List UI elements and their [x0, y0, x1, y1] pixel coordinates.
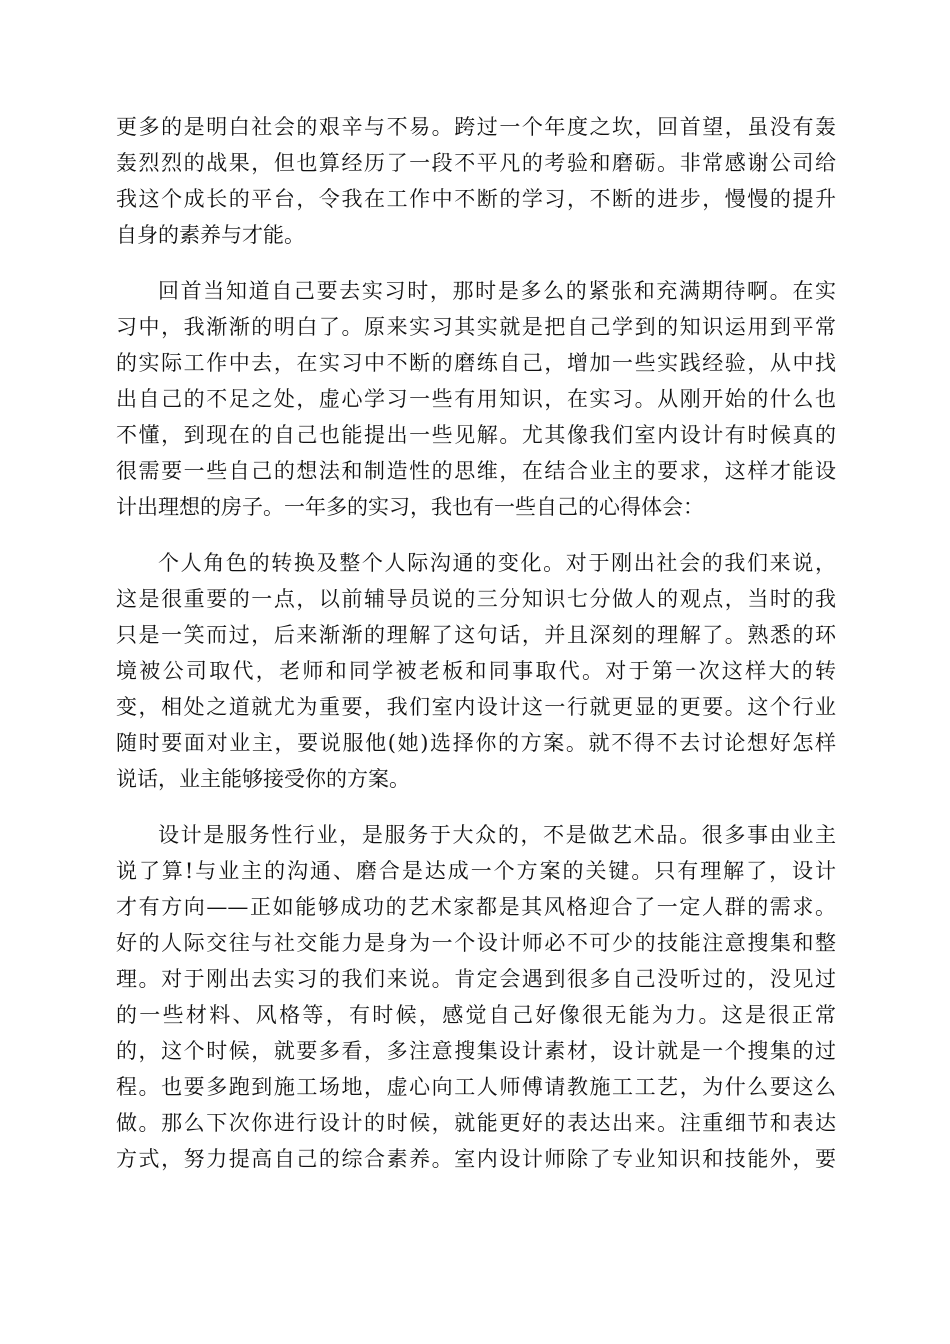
- text-line: 的实际工作中去，在实习中不断的磨练自己，增加一些实践经验，从中找: [116, 351, 836, 375]
- text-line: 更多的是明白社会的艰辛与不易。跨过一个年度之坎，回首望，虽没有轰: [116, 115, 836, 139]
- text-line: 很需要一些自己的想法和制造性的思维，在结合业主的要求，这样才能设: [116, 459, 836, 483]
- text-line: 轰烈烈的战果，但也算经历了一段不平凡的考验和磨砺。非常感谢公司给: [116, 151, 836, 175]
- text-line: 计出理想的房子。一年多的实习，我也有一些自己的心得体会：: [116, 495, 704, 519]
- document-body: [116, 109, 836, 1197]
- text-line: 只是一笑而过，后来渐渐的理解了这句话，并且深刻的理解了。熟悉的环: [116, 623, 836, 647]
- text-line: 好的人际交往与社交能力是身为一个设计师必不可少的技能注意搜集和整: [116, 931, 836, 955]
- text-line: 不懂，到现在的自己也能提出一些见解。尤其像我们室内设计有时候真的: [116, 423, 836, 447]
- text-line: 这是很重要的一点，以前辅导员说的三分知识七分做人的观点，当时的我: [116, 587, 836, 611]
- text-line: 自身的素养与才能。: [116, 223, 305, 247]
- paragraph-3: [116, 545, 836, 797]
- text-line: 说了算!与业主的沟通、磨合是达成一个方案的关键。只有理解了，设计: [116, 859, 836, 883]
- text-line: 才有方向——正如能够成功的艺术家都是其风格迎合了一定人群的需求。: [116, 895, 836, 919]
- text-line: 境被公司取代，老师和同学被老板和同事取代。对于第一次这样大的转: [116, 659, 836, 683]
- text-line: 做。那么下次你进行设计的时候，就能更好的表达出来。注重细节和表达: [116, 1111, 836, 1135]
- text-line: 设计是服务性行业，是服务于大众的，不是做艺术品。很多事由业主: [158, 823, 836, 847]
- text-line: 习中，我渐渐的明白了。原来实习其实就是把自己学到的知识运用到平常: [116, 315, 836, 339]
- text-line: 变，相处之道就尤为重要，我们室内设计这一行就更显的更要。这个行业: [116, 695, 836, 719]
- text-line: 个人角色的转换及整个人际沟通的变化。对于刚出社会的我们来说，: [158, 551, 836, 575]
- paragraph-4: [116, 817, 836, 1177]
- text-line: 理。对于刚出去实习的我们来说。肯定会遇到很多自己没听过的，没见过: [116, 967, 836, 991]
- paragraph-1: [116, 109, 836, 253]
- text-line: 的，这个时候，就要多看，多注意搜集设计素材，设计就是一个搜集的过: [116, 1039, 836, 1063]
- text-line: 回首当知道自己要去实习时，那时是多么的紧张和充满期待啊。在实: [158, 279, 836, 303]
- text-line: 说话，业主能够接受你的方案。: [116, 767, 410, 791]
- text-line: 程。也要多跑到施工场地，虚心向工人师傅请教施工工艺，为什么要这么: [116, 1075, 836, 1099]
- text-line: 我这个成长的平台，令我在工作中不断的学习，不断的进步，慢慢的提升: [116, 187, 836, 211]
- text-line: 出自己的不足之处，虚心学习一些有用知识，在实习。从刚开始的什么也: [116, 387, 836, 411]
- text-line: 方式，努力提高自己的综合素养。室内设计师除了专业知识和技能外，要: [116, 1147, 836, 1171]
- text-line: 随时要面对业主，要说服他(她)选择你的方案。就不得不去讨论想好怎样: [116, 731, 836, 755]
- text-line: 的一些材料、风格等，有时候，感觉自己好像很无能为力。这是很正常: [116, 1003, 836, 1027]
- paragraph-2: [116, 273, 836, 525]
